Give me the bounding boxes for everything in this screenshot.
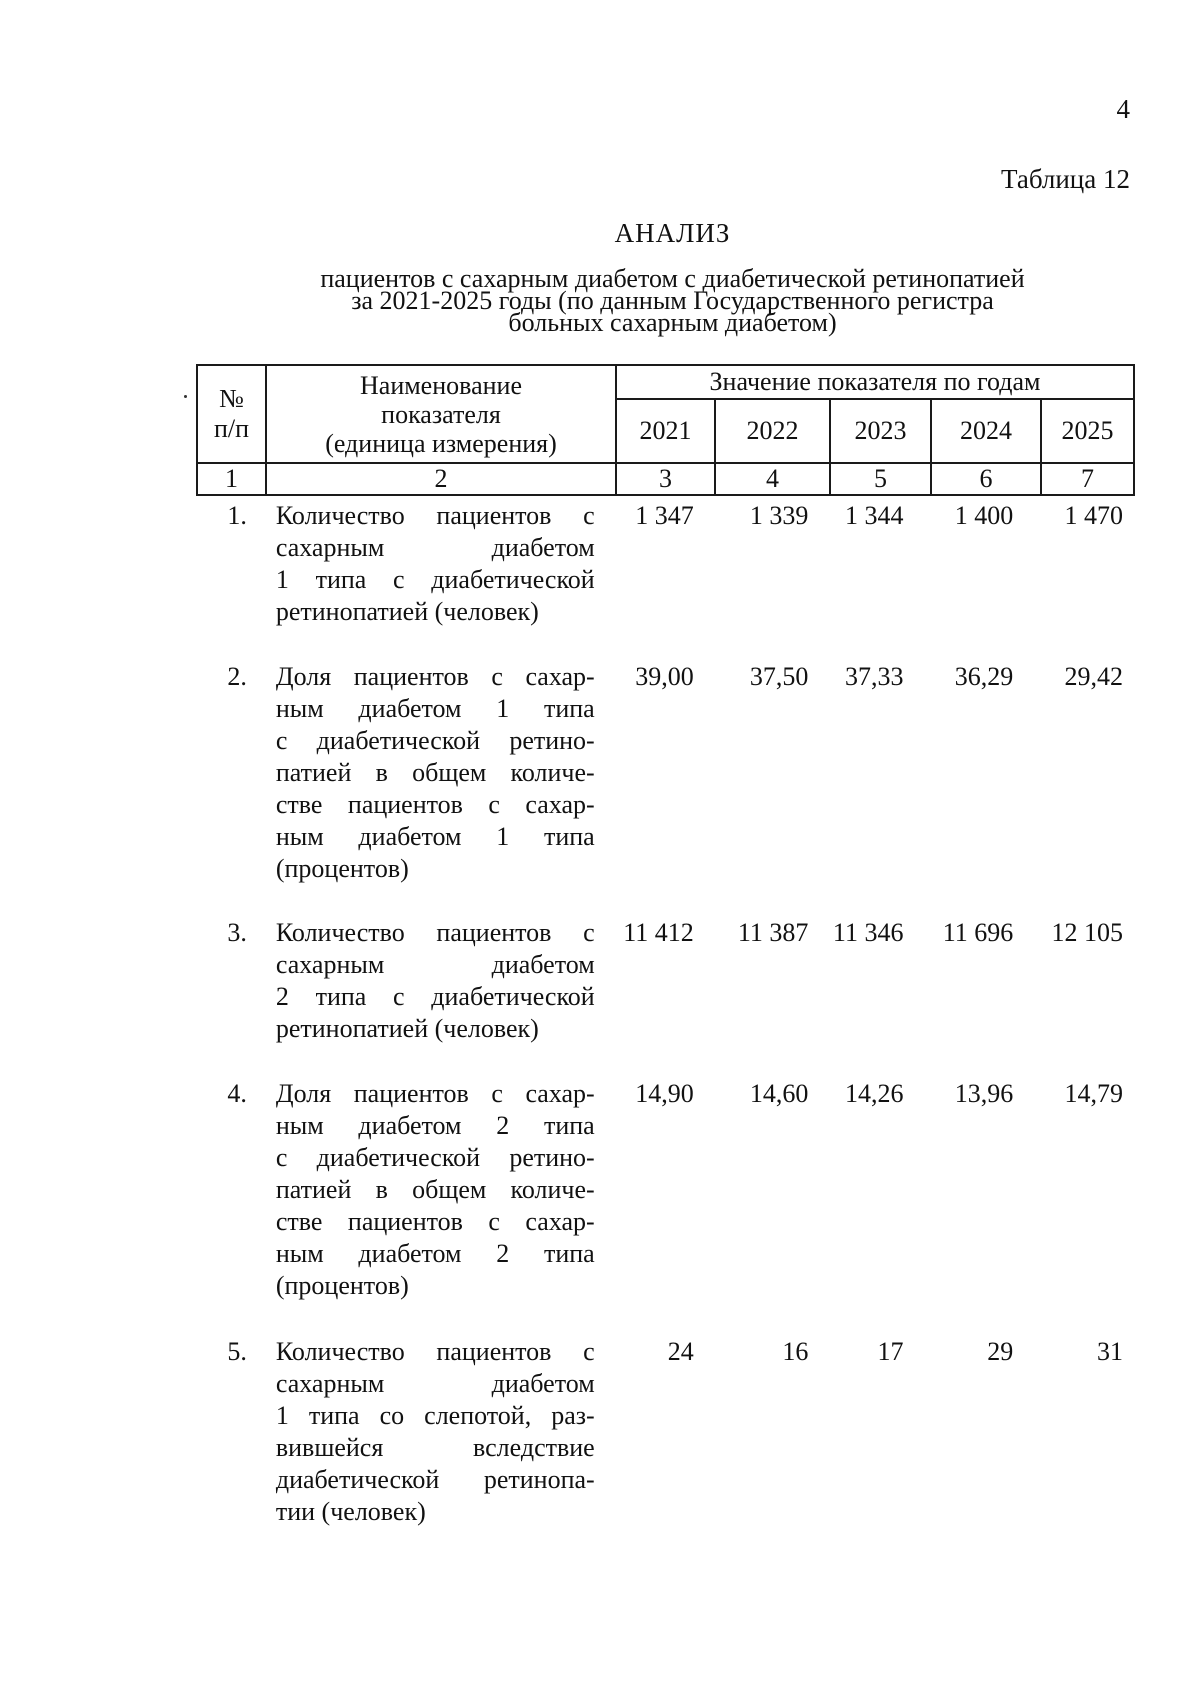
header-no-line: п/п [213, 414, 250, 443]
subtitle-line: пациентов с сахарным диабетом с диабетической ретинопатией [320, 264, 1025, 293]
indicator-name [264, 1078, 607, 1302]
table-row [196, 1336, 1133, 1560]
indicator-name [264, 917, 607, 1045]
column-number: 3 [616, 463, 715, 495]
indicator-line: тии (человек) [275, 1497, 426, 1526]
indicator-name [264, 1336, 607, 1528]
value-2022: 11 387 [737, 918, 809, 947]
column-number: 4 [715, 463, 830, 495]
value-2022: 14,60 [749, 1079, 809, 1108]
value-2021: 1 347 [635, 501, 694, 530]
row-number: 4. [227, 1079, 247, 1108]
header-year: 2023 [830, 399, 931, 463]
indicator-line: Количество пациентов с [275, 501, 595, 530]
header-values-group: Значение показателя по годам [616, 365, 1134, 399]
value-2024: 1 400 [954, 501, 1014, 530]
scan-speck [184, 395, 187, 398]
header-name [266, 365, 616, 463]
indicator-line: 2 типа с диабетической [275, 982, 595, 1011]
indicator-line: сахарным диабетом [275, 533, 595, 562]
indicator-line: (процентов) [275, 854, 409, 883]
value-2023: 1 344 [844, 501, 904, 530]
row-number: 1. [227, 501, 247, 530]
value-2022: 1 339 [749, 501, 809, 530]
page-number: 4 [1116, 94, 1130, 124]
indicator-line: ретинопатией (человек) [275, 597, 539, 626]
table-label: Таблица 12 [1001, 164, 1130, 194]
column-number: 7 [1041, 463, 1134, 495]
value-2021: 39,00 [635, 662, 694, 691]
indicator-line: 1 типа со слепотой, раз- [275, 1401, 595, 1430]
indicator-line: Количество пациентов с [275, 1337, 595, 1366]
indicator-line: ным диабетом 2 типа [275, 1111, 595, 1140]
indicator-line: сахарным диабетом [275, 950, 595, 979]
header-year: 2022 [715, 399, 830, 463]
value-2022: 37,50 [749, 662, 809, 691]
indicator-line: патией в общем количе- [275, 1175, 595, 1204]
header-name-line: Наименование [360, 370, 522, 400]
value-2021: 24 [667, 1337, 694, 1366]
value-2023: 14,26 [844, 1079, 904, 1108]
header-name-line: (единица измерения) [325, 428, 557, 458]
value-2024: 29 [987, 1337, 1014, 1366]
indicator-line: патией в общем количе- [275, 758, 595, 787]
table-row [196, 661, 1133, 917]
column-number: 2 [266, 463, 616, 495]
indicator-line: с диабетической ретино- [275, 1143, 595, 1172]
value-2025: 12 105 [1051, 918, 1124, 947]
indicator-line: (процентов) [275, 1271, 409, 1300]
subtitle-line: больных сахарным диабетом) [508, 308, 837, 337]
header-no-line: № [219, 384, 244, 413]
indicator-line: Количество пациентов с [275, 918, 595, 947]
header-year: 2024 [931, 399, 1041, 463]
column-number: 1 [197, 463, 266, 495]
header-no [197, 365, 266, 463]
subtitle-line: за 2021-2025 годы (по данным Государственного регистра [351, 286, 994, 315]
value-2025: 14,79 [1064, 1079, 1124, 1108]
header-name-line: показателя [381, 399, 501, 429]
table-row [196, 500, 1133, 661]
value-2021: 14,90 [635, 1079, 694, 1108]
value-2025: 29,42 [1064, 662, 1124, 691]
indicator-line: с диабетической ретино- [275, 726, 595, 755]
header-year: 2021 [616, 399, 715, 463]
value-2023: 17 [877, 1337, 904, 1366]
document-subtitle [0, 264, 1200, 337]
indicator-line: Доля пациентов с сахар- [275, 1079, 595, 1108]
row-number: 5. [227, 1337, 247, 1366]
header-year: 2025 [1041, 399, 1134, 463]
value-2024: 36,29 [954, 662, 1014, 691]
column-number: 5 [830, 463, 931, 495]
indicator-name [264, 500, 607, 628]
indicator-line: ным диабетом 1 типа [275, 694, 595, 723]
table-header [196, 364, 1135, 496]
indicator-line: ретинопатией (человек) [275, 1014, 539, 1043]
value-2025: 31 [1097, 1337, 1124, 1366]
indicator-line: диабетической ретинопа- [275, 1465, 595, 1494]
indicator-line: Доля пациентов с сахар- [275, 662, 595, 691]
indicator-name [264, 661, 607, 885]
indicator-line: ным диабетом 2 типа [275, 1239, 595, 1268]
value-2025: 1 470 [1064, 501, 1124, 530]
value-2022: 16 [782, 1337, 809, 1366]
value-2024: 13,96 [954, 1079, 1014, 1108]
row-number: 3. [227, 918, 247, 947]
table-row [196, 1078, 1133, 1336]
indicator-line: стве пациентов с сахар- [275, 1207, 595, 1236]
indicator-line: сахарным диабетом [275, 1369, 595, 1398]
indicator-line: ным диабетом 1 типа [275, 822, 595, 851]
row-number: 2. [227, 662, 247, 691]
table-row [196, 917, 1133, 1078]
indicator-line: вившейся вследствие [275, 1433, 595, 1462]
column-number: 6 [931, 463, 1041, 495]
indicator-line: 1 типа с диабетической [275, 565, 595, 594]
value-2021: 11 412 [623, 918, 694, 947]
value-2024: 11 696 [942, 918, 1014, 947]
value-2023: 37,33 [844, 662, 904, 691]
indicator-line: стве пациентов с сахар- [275, 790, 595, 819]
table-body [196, 500, 1133, 1560]
document-title: АНАЛИЗ [614, 218, 731, 248]
value-2023: 11 346 [832, 918, 904, 947]
